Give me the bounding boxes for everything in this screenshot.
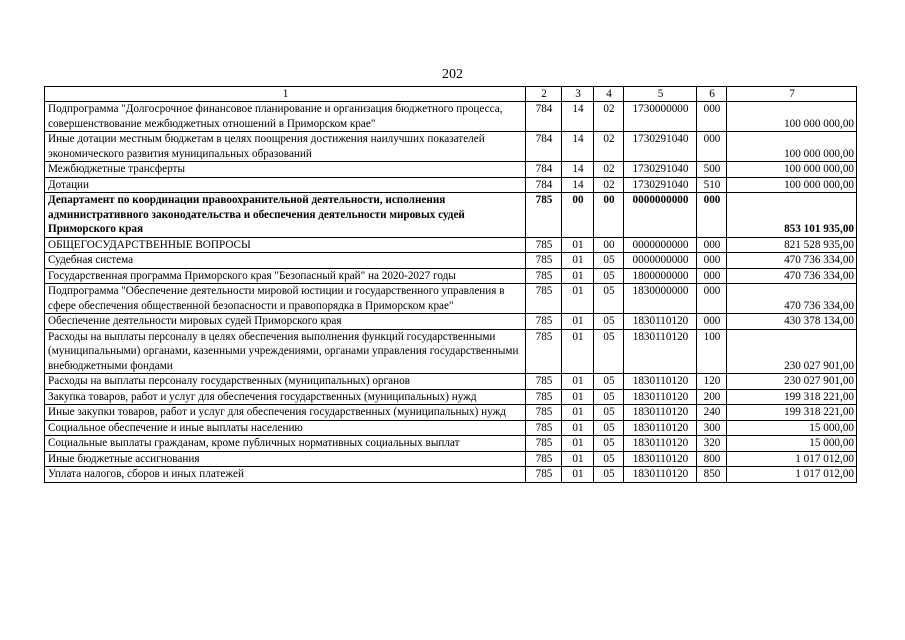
expense-type-cell: 000: [697, 193, 727, 238]
amount-cell: 15 000,00: [727, 436, 857, 452]
target-article-cell: 0000000000: [624, 237, 697, 253]
code-cell: 784: [526, 102, 562, 132]
section-cell: 01: [562, 253, 594, 269]
code-cell: 785: [526, 237, 562, 253]
expense-type-cell: 200: [697, 389, 727, 405]
column-number: 3: [562, 87, 594, 102]
table-row: [45, 420, 857, 436]
subsection-cell: 05: [594, 284, 624, 314]
subsection-cell: 05: [594, 374, 624, 390]
target-article-cell: 1830110120: [624, 436, 697, 452]
code-cell: 785: [526, 420, 562, 436]
target-article-cell: 1730291040: [624, 177, 697, 193]
target-article-cell: 1730000000: [624, 102, 697, 132]
table-row: [45, 237, 857, 253]
code-cell: 785: [526, 193, 562, 238]
code-cell: 785: [526, 451, 562, 467]
table-row: [45, 436, 857, 452]
amount-cell: 199 318 221,00: [727, 389, 857, 405]
section-cell: 01: [562, 420, 594, 436]
subsection-cell: 02: [594, 132, 624, 162]
expense-name-cell: Расходы на выплаты персоналу в целях обеспечения выполнения функций государственными (муниципальными) органами, казенными учреждениями, органами управления государственными внебюджетными фондами: [45, 329, 526, 374]
table-row: [45, 253, 857, 269]
code-cell: 785: [526, 284, 562, 314]
subsection-cell: 05: [594, 314, 624, 330]
amount-cell: 100 000 000,00: [727, 177, 857, 193]
section-cell: 14: [562, 177, 594, 193]
target-article-cell: 1830110120: [624, 451, 697, 467]
subsection-cell: 05: [594, 467, 624, 483]
table-row: [45, 467, 857, 483]
code-cell: 785: [526, 329, 562, 374]
target-article-cell: 1830110120: [624, 374, 697, 390]
section-cell: 14: [562, 102, 594, 132]
section-cell: 01: [562, 329, 594, 374]
expense-name-cell: Социальные выплаты гражданам, кроме публичных нормативных социальных выплат: [45, 436, 526, 452]
expense-type-cell: 000: [697, 253, 727, 269]
amount-cell: 821 528 935,00: [727, 237, 857, 253]
section-cell: 01: [562, 268, 594, 284]
subsection-cell: 05: [594, 420, 624, 436]
expense-name-cell: Расходы на выплаты персоналу государственных (муниципальных) органов: [45, 374, 526, 390]
target-article-cell: 1830110120: [624, 405, 697, 421]
code-cell: 785: [526, 467, 562, 483]
section-cell: 00: [562, 193, 594, 238]
expense-type-cell: 100: [697, 329, 727, 374]
expense-name-cell: Подпрограмма "Обеспечение деятельности мировой юстиции и государственного управления в сфере обеспечения общественной безопасности и правопорядка в Приморском крае": [45, 284, 526, 314]
expense-name-cell: Иные дотации местным бюджетам в целях поощрения достижения наилучших показателей экономического развития муниципальных образований: [45, 132, 526, 162]
expense-name-cell: Государственная программа Приморского края "Безопасный край" на 2020-2027 годы: [45, 268, 526, 284]
section-cell: 01: [562, 389, 594, 405]
amount-cell: 15 000,00: [727, 420, 857, 436]
amount-cell: 100 000 000,00: [727, 132, 857, 162]
expense-type-cell: 000: [697, 314, 727, 330]
subsection-cell: 00: [594, 193, 624, 238]
subsection-cell: 05: [594, 451, 624, 467]
section-cell: 14: [562, 132, 594, 162]
table-row: [45, 329, 857, 374]
code-cell: 785: [526, 253, 562, 269]
amount-cell: 470 736 334,00: [727, 268, 857, 284]
column-number-row: [45, 87, 857, 102]
section-cell: 14: [562, 162, 594, 178]
code-cell: 784: [526, 132, 562, 162]
expense-name-cell: Подпрограмма "Долгосрочное финансовое планирование и организация бюджетного процесса, совершенствование межбюджетных отношений в Приморском крае": [45, 102, 526, 132]
target-article-cell: 1730291040: [624, 162, 697, 178]
section-cell: 01: [562, 374, 594, 390]
expense-name-cell: Иные бюджетные ассигнования: [45, 451, 526, 467]
expense-type-cell: 850: [697, 467, 727, 483]
target-article-cell: 1800000000: [624, 268, 697, 284]
subsection-cell: 02: [594, 162, 624, 178]
amount-cell: 470 736 334,00: [727, 284, 857, 314]
table-row: [45, 177, 857, 193]
target-article-cell: 1830110120: [624, 420, 697, 436]
expense-type-cell: 300: [697, 420, 727, 436]
table-row: [45, 102, 857, 132]
subsection-cell: 05: [594, 268, 624, 284]
section-cell: 01: [562, 284, 594, 314]
section-cell: 01: [562, 451, 594, 467]
section-cell: 01: [562, 436, 594, 452]
amount-cell: 230 027 901,00: [727, 329, 857, 374]
table-row: [45, 284, 857, 314]
amount-cell: 470 736 334,00: [727, 253, 857, 269]
expense-name-cell: Иные закупки товаров, работ и услуг для обеспечения государственных (муниципальных) нужд: [45, 405, 526, 421]
expense-type-cell: 800: [697, 451, 727, 467]
expense-name-cell: Уплата налогов, сборов и иных платежей: [45, 467, 526, 483]
code-cell: 785: [526, 268, 562, 284]
amount-cell: 1 017 012,00: [727, 451, 857, 467]
amount-cell: 230 027 901,00: [727, 374, 857, 390]
code-cell: 785: [526, 314, 562, 330]
expense-type-cell: 000: [697, 284, 727, 314]
expense-name-cell: Судебная система: [45, 253, 526, 269]
column-number: 6: [697, 87, 727, 102]
expense-type-cell: 120: [697, 374, 727, 390]
table-row: [45, 162, 857, 178]
column-number: 2: [526, 87, 562, 102]
table-row: [45, 314, 857, 330]
column-number: 4: [594, 87, 624, 102]
table-row: [45, 193, 857, 238]
expense-name-cell: Межбюджетные трансферты: [45, 162, 526, 178]
expense-type-cell: 000: [697, 268, 727, 284]
amount-cell: 199 318 221,00: [727, 405, 857, 421]
subsection-cell: 05: [594, 436, 624, 452]
column-number: 5: [624, 87, 697, 102]
amount-cell: 100 000 000,00: [727, 162, 857, 178]
amount-cell: 1 017 012,00: [727, 467, 857, 483]
budget-table: [44, 86, 857, 483]
table-row: [45, 268, 857, 284]
expense-type-cell: 510: [697, 177, 727, 193]
code-cell: 785: [526, 436, 562, 452]
table-row: [45, 374, 857, 390]
target-article-cell: 1730291040: [624, 132, 697, 162]
expense-type-cell: 000: [697, 102, 727, 132]
target-article-cell: 1830000000: [624, 284, 697, 314]
code-cell: 785: [526, 389, 562, 405]
expense-type-cell: 320: [697, 436, 727, 452]
code-cell: 785: [526, 374, 562, 390]
table-row: [45, 405, 857, 421]
target-article-cell: 0000000000: [624, 253, 697, 269]
expense-name-cell: Закупка товаров, работ и услуг для обеспечения государственных (муниципальных) нужд: [45, 389, 526, 405]
table-row: [45, 451, 857, 467]
subsection-cell: 05: [594, 405, 624, 421]
target-article-cell: 0000000000: [624, 193, 697, 238]
page-number: 202: [442, 67, 463, 82]
subsection-cell: 05: [594, 329, 624, 374]
section-cell: 01: [562, 405, 594, 421]
amount-cell: 100 000 000,00: [727, 102, 857, 132]
subsection-cell: 02: [594, 177, 624, 193]
expense-type-cell: 240: [697, 405, 727, 421]
expense-name-cell: ОБЩЕГОСУДАРСТВЕННЫЕ ВОПРОСЫ: [45, 237, 526, 253]
subsection-cell: 02: [594, 102, 624, 132]
section-cell: 01: [562, 314, 594, 330]
expense-type-cell: 500: [697, 162, 727, 178]
code-cell: 785: [526, 405, 562, 421]
column-number: 1: [45, 87, 526, 102]
amount-cell: 853 101 935,00: [727, 193, 857, 238]
section-cell: 01: [562, 237, 594, 253]
target-article-cell: 1830110120: [624, 389, 697, 405]
expense-name-cell: Дотации: [45, 177, 526, 193]
subsection-cell: 00: [594, 237, 624, 253]
section-cell: 01: [562, 467, 594, 483]
amount-cell: 430 378 134,00: [727, 314, 857, 330]
subsection-cell: 05: [594, 389, 624, 405]
expense-name-cell: Социальное обеспечение и иные выплаты населению: [45, 420, 526, 436]
table-row: [45, 132, 857, 162]
target-article-cell: 1830110120: [624, 314, 697, 330]
target-article-cell: 1830110120: [624, 467, 697, 483]
table-row: [45, 389, 857, 405]
expense-name-cell: Обеспечение деятельности мировых судей Приморского края: [45, 314, 526, 330]
expense-type-cell: 000: [697, 237, 727, 253]
code-cell: 784: [526, 162, 562, 178]
expense-name-cell: Департамент по координации правоохранительной деятельности, исполнения административного законодательства и обеспечения деятельности мировых судей Приморского края: [45, 193, 526, 238]
target-article-cell: 1830110120: [624, 329, 697, 374]
subsection-cell: 05: [594, 253, 624, 269]
code-cell: 784: [526, 177, 562, 193]
expense-type-cell: 000: [697, 132, 727, 162]
column-number: 7: [727, 87, 857, 102]
